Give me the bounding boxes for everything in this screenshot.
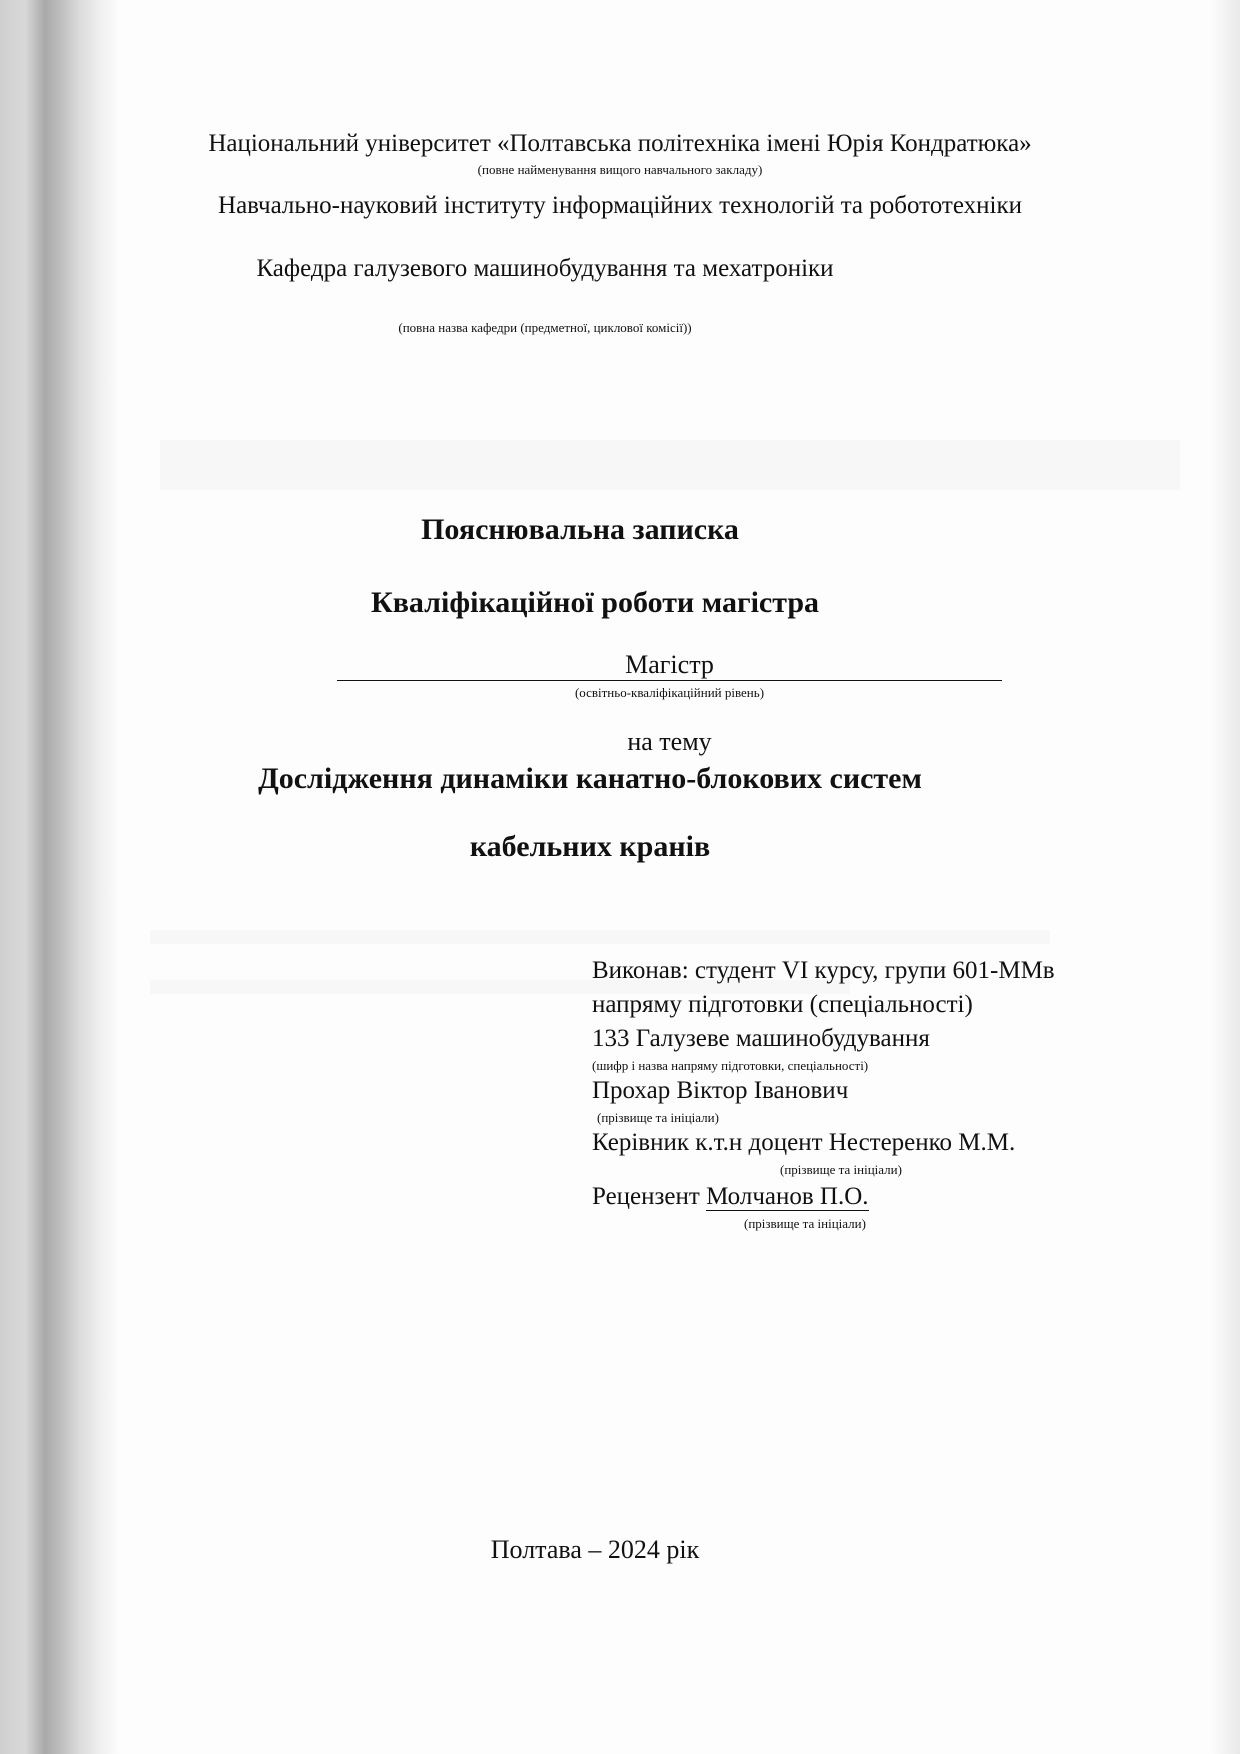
performed-by: Виконав: студент VI курсу, групи 601-ММв bbox=[592, 957, 1055, 984]
reviewer-note: (прізвище та ініціали) bbox=[744, 1216, 866, 1231]
department-name: Кафедра галузевого машинобудування та мехатроніки bbox=[256, 255, 834, 282]
institute-name: Навчально-науковий інституту інформаційних технологій та робототехніки bbox=[218, 192, 1022, 219]
city-year: Полтава – 2024 рік bbox=[490, 1535, 700, 1564]
student-name: Прохар Віктор Іванович bbox=[592, 1077, 849, 1104]
scan-edge-shadow bbox=[1210, 0, 1240, 1754]
topic-line-2: кабельних кранів bbox=[469, 830, 711, 863]
education-level-note: (освітньо-кваліфікаційний рівень) bbox=[574, 685, 765, 700]
specialty-note: (шифр і назва напряму підготовки, спеціальності) bbox=[592, 1058, 869, 1073]
reviewer-label: Рецензент bbox=[592, 1183, 707, 1210]
specialty-name: 133 Галузеве машинобудування bbox=[592, 1025, 930, 1052]
university-note: (повне найменування вищого навчального закладу) bbox=[477, 162, 763, 177]
bleed-through-mark bbox=[160, 440, 1180, 490]
on-topic-label: на тему bbox=[627, 727, 712, 756]
student-note: (прізвище та ініціали) bbox=[597, 1110, 719, 1125]
supervisor-line: Керівник к.т.н доцент Нестеренко М.М. bbox=[592, 1129, 1016, 1156]
department-note: (повна назва кафедри (предметної, циклової комісії)) bbox=[398, 320, 692, 335]
reviewer-name: Молчанов П.О. bbox=[706, 1183, 869, 1210]
supervisor-note: (прізвище та ініціали) bbox=[780, 1162, 902, 1177]
university-name: Національний університет «Полтавська політехніка імені Юрія Кондратюка» bbox=[208, 130, 1032, 157]
education-level: Магістр bbox=[625, 650, 714, 679]
topic-line-1: Дослідження динаміки канатно-блокових систем bbox=[258, 762, 922, 795]
document-type: Пояснювальна записка bbox=[421, 513, 739, 546]
reviewer-line bbox=[592, 1183, 869, 1211]
level-underline bbox=[337, 680, 1002, 681]
bleed-through-mark bbox=[150, 930, 1050, 944]
direction-label: напряму підготовки (спеціальності) bbox=[592, 991, 973, 1018]
work-type: Кваліфікаційної роботи магістра bbox=[370, 586, 820, 619]
